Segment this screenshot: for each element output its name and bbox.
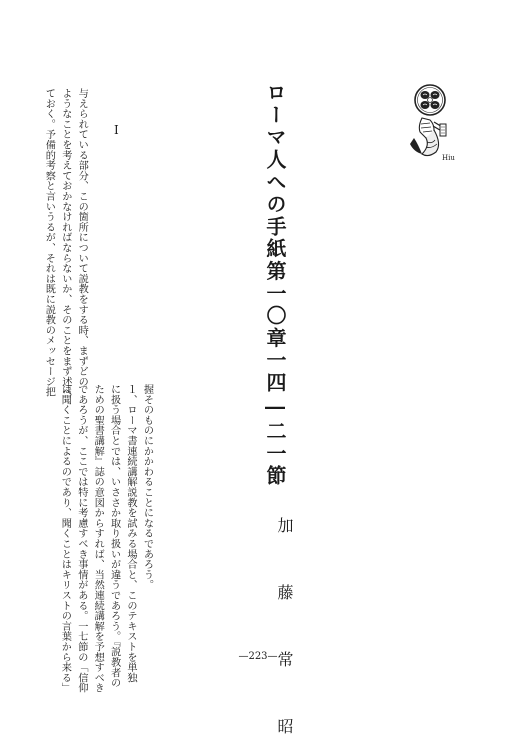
body-text-lower bbox=[56, 384, 154, 693]
text-line: ための聖書講解』誌の意図からすれば、当然連続講解を予想すべき bbox=[92, 384, 104, 693]
body-text-upper bbox=[40, 88, 89, 397]
emblem-caption: Hiu bbox=[442, 154, 455, 162]
author-name: 加 藤 常 昭 bbox=[275, 517, 294, 750]
text-line: であろうが、ここでは特に考慮すべき事情がある。一七節の「信仰 bbox=[75, 384, 87, 693]
text-line: に扱う場合とでは、いささか取り扱いが違うであろう。『説教者の bbox=[108, 384, 120, 688]
text-line: 握そのものにかかわることになるであろう。 bbox=[141, 384, 153, 590]
article-title: ローマ人への手紙第一〇章一四―二一節 bbox=[263, 82, 287, 488]
text-line: は聞くことによるのであり、聞くことはキリストの言葉から来る」 bbox=[59, 384, 71, 693]
text-line: ておく。予備的考察と言いうるが、それは既に説教のメッセージ把 bbox=[43, 88, 55, 397]
text-line: １、ローマ書連続講解説教を試みる場合と、このテキストを単独 bbox=[125, 384, 137, 683]
section-number: I bbox=[114, 123, 119, 137]
text-line: 与えられている部分、この箇所について説教をする時、まずどの bbox=[76, 88, 88, 387]
decorative-emblem-icon bbox=[400, 78, 464, 172]
page-number: —223— bbox=[238, 651, 278, 662]
text-line: ようなことを考えておかなければならないか、そのことをまず述べ bbox=[59, 88, 71, 397]
